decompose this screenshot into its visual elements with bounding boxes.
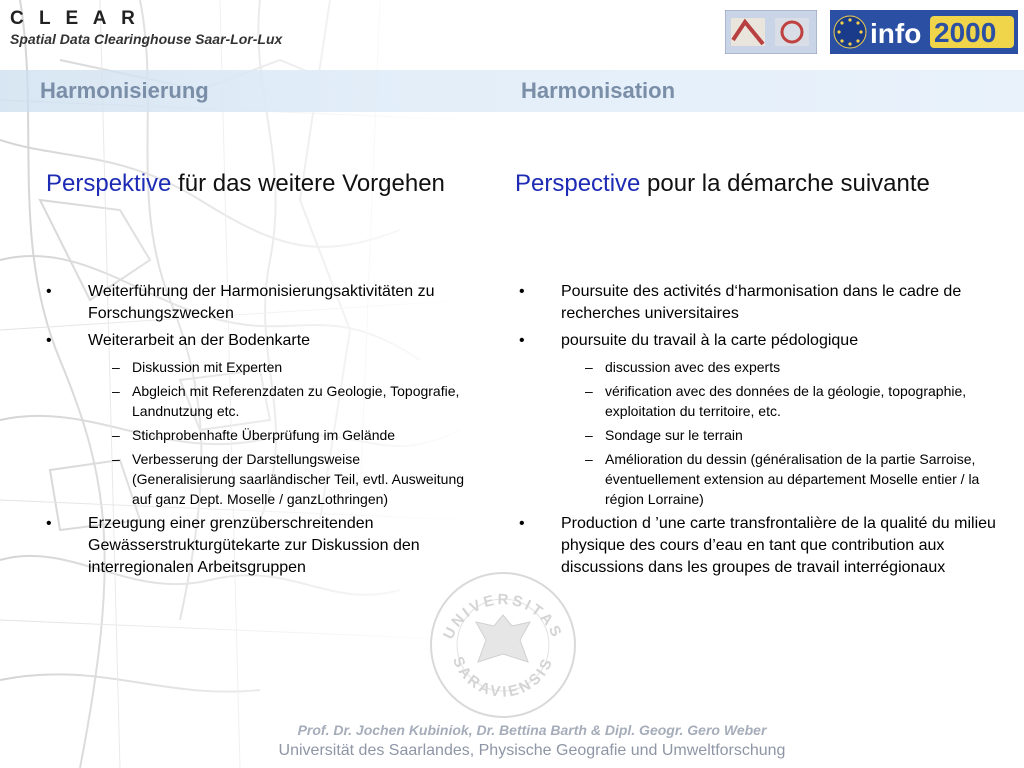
sub-list-item [46, 449, 466, 509]
sub-list-item-text: Abgleich mit Referenzdaten zu Geologie, Topografie, Landnutzung etc. [132, 383, 460, 419]
list-item [519, 281, 999, 325]
bullet-icon: • [519, 283, 525, 300]
sub-list-item [46, 357, 466, 377]
heading-fr-accent: Perspective [515, 170, 641, 197]
brand-subtitle: Spatial Data Clearinghouse Saar-Lor-Lux [10, 31, 283, 47]
info2000-logo [830, 10, 1018, 54]
bullet-list-de [46, 281, 466, 584]
sub-list-item-text: Verbesserung der Darstellungsweise (Generalisierung saarländischer Teil, evtl. Ausweitung auf ganz Dept. Moselle / ganzLothringen) [132, 451, 465, 507]
bullet-list-fr [519, 281, 999, 584]
list-item [519, 513, 999, 579]
sub-list-item [519, 381, 999, 421]
footer-institution: Universität des Saarlandes, Physische Geografie und Umweltforschung [278, 742, 786, 759]
list-item [519, 330, 999, 352]
list-item [46, 330, 466, 352]
section-title-de: Harmonisierung [40, 78, 209, 103]
heading-de [46, 168, 446, 199]
list-item-text: Weiterarbeit an der Bodenkarte [88, 332, 311, 349]
list-item-text: Weiterführung der Harmonisierungsaktivitäten zu Forschungszwecken [88, 283, 435, 322]
bullet-icon: • [46, 515, 52, 532]
year-logo-text: 2000 [934, 17, 997, 48]
dash-icon: – [112, 383, 120, 399]
sub-list-item [519, 449, 999, 509]
brand-title: C L E A R [10, 8, 140, 29]
dash-icon: – [585, 427, 593, 443]
university-seal-icon [428, 570, 578, 720]
dash-icon: – [585, 383, 593, 399]
list-item-text: Poursuite des activités d‘harmonisation dans le cadre de recherches universitaires [561, 283, 962, 322]
seal-bottom-text: SARAVIENSIS [449, 654, 557, 701]
sub-list-item-text: vérification avec des données de la géologie, topographie, exploitation du territoire, etc. [605, 383, 967, 419]
sub-list-item [519, 425, 999, 445]
dash-icon: – [112, 427, 120, 443]
sub-list-item [46, 381, 466, 421]
heading-de-rest: für das weitere Vorgehen [171, 170, 445, 197]
heading-de-accent: Perspektive [46, 170, 172, 197]
footer-authors: Prof. Dr. Jochen Kubiniok, Dr. Bettina Barth & Dipl. Geogr. Gero Weber [297, 722, 767, 738]
dash-icon: – [112, 359, 120, 375]
list-item [46, 281, 466, 325]
dash-icon: – [112, 451, 120, 467]
section-title-fr: Harmonisation [521, 78, 676, 103]
list-item-text: Erzeugung einer grenzüberschreitenden Gewässerstrukturgütekarte zur Diskussion den interregionalen Arbeitsgruppen [88, 515, 420, 576]
list-item [46, 513, 466, 579]
sub-list-item [519, 357, 999, 377]
sub-list-item-text: discussion avec des experts [605, 359, 781, 375]
bullet-icon: • [46, 283, 52, 300]
svg-text:SARAVIENSIS [449, 654, 557, 701]
bullet-icon: • [519, 332, 525, 349]
sub-list-item-text: Amélioration du dessin (généralisation de la partie Sarroise, éventuellement extension au département Moselle entier / la région Lorraine) [605, 451, 980, 507]
brand-block [10, 8, 282, 47]
dash-icon: – [585, 451, 593, 467]
heading-fr-rest: pour la démarche suivante [640, 170, 930, 197]
list-item-text: Production d ’une carte transfrontalière de la qualité du milieu physique des cours d’eau en tant que contribution aux discussions dans les groupes de travail interrégionaux [561, 515, 996, 576]
dash-icon: – [585, 359, 593, 375]
bullet-icon: • [46, 332, 52, 349]
sub-list-item-text: Sondage sur le terrain [605, 427, 743, 443]
info-logo-text: info [870, 18, 922, 49]
sub-list-item [46, 425, 466, 445]
list-item-text: poursuite du travail à la carte pédologique [561, 332, 859, 349]
sub-list-item-text: Stichprobenhafte Überprüfung im Gelände [132, 427, 396, 443]
flags-logo [725, 10, 817, 54]
heading-fr [515, 168, 945, 199]
sub-list-item-text: Diskussion mit Experten [132, 359, 283, 375]
seal-top-text: UNIVERSITAS [440, 591, 566, 643]
bullet-icon: • [519, 515, 525, 532]
